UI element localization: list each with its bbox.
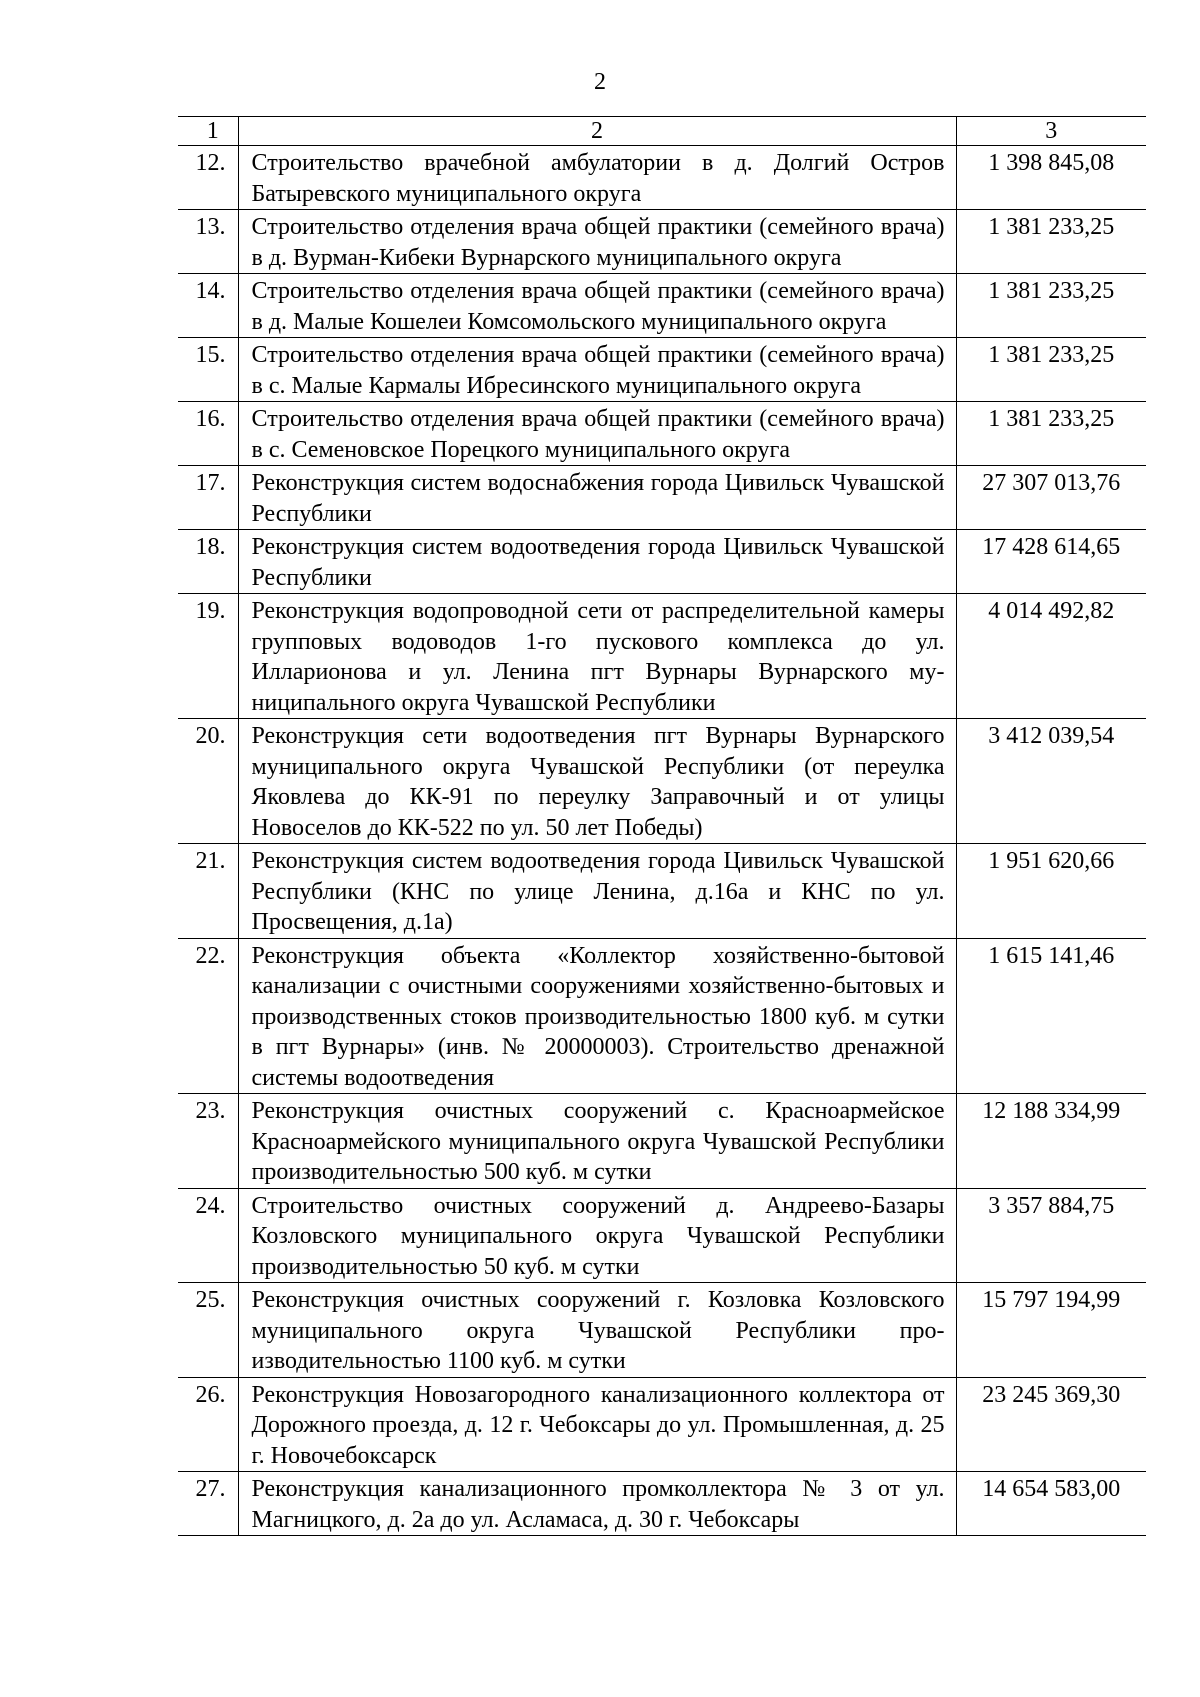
row-amount: 14 654 583,00 <box>956 1472 1146 1536</box>
row-amount: 1 381 233,25 <box>956 274 1146 338</box>
row-name: Реконструкция объекта «Коллектор хозяйственно-бытовой канализации с очистными сооружениями хозяйственно-бытовых и производственных стоков производительностью 1800 куб. м сутки в пгт Вурнары» (инв. № 20000003). Строительство дренажной системы водоотведения <box>238 938 956 1094</box>
header-col-2: 2 <box>238 117 956 146</box>
row-name: Реконструкция систем водоотведения города Цивильск Чувашской Республики <box>238 530 956 594</box>
table-row <box>178 530 1146 594</box>
row-number: 15. <box>178 338 238 402</box>
row-name: Реконструкция систем водоснабжения города Цивильск Чувашской Республики <box>238 466 956 530</box>
row-number: 26. <box>178 1377 238 1472</box>
table-row <box>178 274 1146 338</box>
row-amount: 4 014 492,82 <box>956 594 1146 719</box>
table-row <box>178 1188 1146 1283</box>
table-row <box>178 844 1146 939</box>
row-number: 21. <box>178 844 238 939</box>
row-amount: 1 381 233,25 <box>956 210 1146 274</box>
row-name: Строительство отделения врача общей практики (семейного врача) в д. Вурман-Кибеки Вурнарского муниципального округа <box>238 210 956 274</box>
row-amount: 1 398 845,08 <box>956 146 1146 210</box>
row-number: 23. <box>178 1094 238 1189</box>
row-number: 27. <box>178 1472 238 1536</box>
table-row <box>178 938 1146 1094</box>
row-name: Реконструкция водопроводной сети от распределительной камеры групповых водоводов 1-го пускового комплекса до ул. Илларионова и ул. Ленина пгт Вурнары Вурнарского муниципального округа Чувашской Республики <box>238 594 956 719</box>
table-row <box>178 146 1146 210</box>
table-row <box>178 402 1146 466</box>
header-col-3: 3 <box>956 117 1146 146</box>
row-amount: 12 188 334,99 <box>956 1094 1146 1189</box>
row-number: 18. <box>178 530 238 594</box>
page-number: 2 <box>594 69 606 95</box>
row-name: Реконструкция систем водоотведения города Цивильск Чувашской Республики (КНС по улице Ленина, д.16а и КНС по ул. Просвещения, д.1а) <box>238 844 956 939</box>
row-name: Реконструкция очистных сооружений с. Красноармейское Красноармейского муниципального округа Чувашской Республики производительностью 500 куб. м сутки <box>238 1094 956 1189</box>
row-number: 14. <box>178 274 238 338</box>
table-row <box>178 466 1146 530</box>
row-name: Реконструкция очистных сооружений г. Козловка Козловского муниципального округа Чувашской Республики производительностью 1100 куб. м сутки <box>238 1283 956 1378</box>
table-body <box>178 117 1146 1536</box>
header-col-1: 1 <box>178 117 238 146</box>
table-row <box>178 338 1146 402</box>
row-number: 12. <box>178 146 238 210</box>
row-name: Строительство отделения врача общей практики (семейного врача) в с. Малые Кармалы Ибресинского муниципального округа <box>238 338 956 402</box>
table-row <box>178 1377 1146 1472</box>
row-name: Реконструкция канализационного промколлектора № 3 от ул. Магницкого, д. 2а до ул. Асламаса, д. 30 г. Чебоксары <box>238 1472 956 1536</box>
row-name: Реконструкция сети водоотведения пгт Вурнары Вурнарского муниципального округа Чувашской Республики (от переулка Яковлева до КК-91 по переулку Заправочный и от улицы Новоселов до КК-522 по ул. 50 лет Победы) <box>238 719 956 844</box>
table-row <box>178 719 1146 844</box>
table-row <box>178 1472 1146 1536</box>
row-number: 17. <box>178 466 238 530</box>
row-name: Реконструкция Новозагородного канализационного коллектора от Дорожного проезда, д. 12 г. Чебоксары до ул. Промышленная, д. 25 г. Новочебоксарск <box>238 1377 956 1472</box>
row-number: 19. <box>178 594 238 719</box>
row-amount: 1 615 141,46 <box>956 938 1146 1094</box>
objects-table <box>178 116 1146 1536</box>
row-amount: 3 357 884,75 <box>956 1188 1146 1283</box>
row-amount: 17 428 614,65 <box>956 530 1146 594</box>
row-amount: 1 381 233,25 <box>956 338 1146 402</box>
row-amount: 27 307 013,76 <box>956 466 1146 530</box>
row-amount: 1 951 620,66 <box>956 844 1146 939</box>
row-amount: 23 245 369,30 <box>956 1377 1146 1472</box>
row-name: Строительство отделения врача общей практики (семейного врача) в д. Малые Кошелеи Комсомольского муниципального округа <box>238 274 956 338</box>
row-name: Строительство отделения врача общей практики (семейного врача) в с. Семеновское Порецкого муниципального округа <box>238 402 956 466</box>
table-row <box>178 1094 1146 1189</box>
row-name: Строительство очистных сооружений д. Андреево-Базары Козловского муниципального округа Чувашской Республики производительностью 50 куб. м сутки <box>238 1188 956 1283</box>
table-row <box>178 1283 1146 1378</box>
row-number: 24. <box>178 1188 238 1283</box>
table-header-row <box>178 117 1146 146</box>
row-amount: 15 797 194,99 <box>956 1283 1146 1378</box>
row-number: 20. <box>178 719 238 844</box>
row-number: 13. <box>178 210 238 274</box>
row-amount: 1 381 233,25 <box>956 402 1146 466</box>
row-name: Строительство врачебной амбулатории в д. Долгий Остров Батыревского муниципального округа <box>238 146 956 210</box>
row-number: 22. <box>178 938 238 1094</box>
row-number: 16. <box>178 402 238 466</box>
table-row <box>178 594 1146 719</box>
row-number: 25. <box>178 1283 238 1378</box>
table-row <box>178 210 1146 274</box>
row-amount: 3 412 039,54 <box>956 719 1146 844</box>
